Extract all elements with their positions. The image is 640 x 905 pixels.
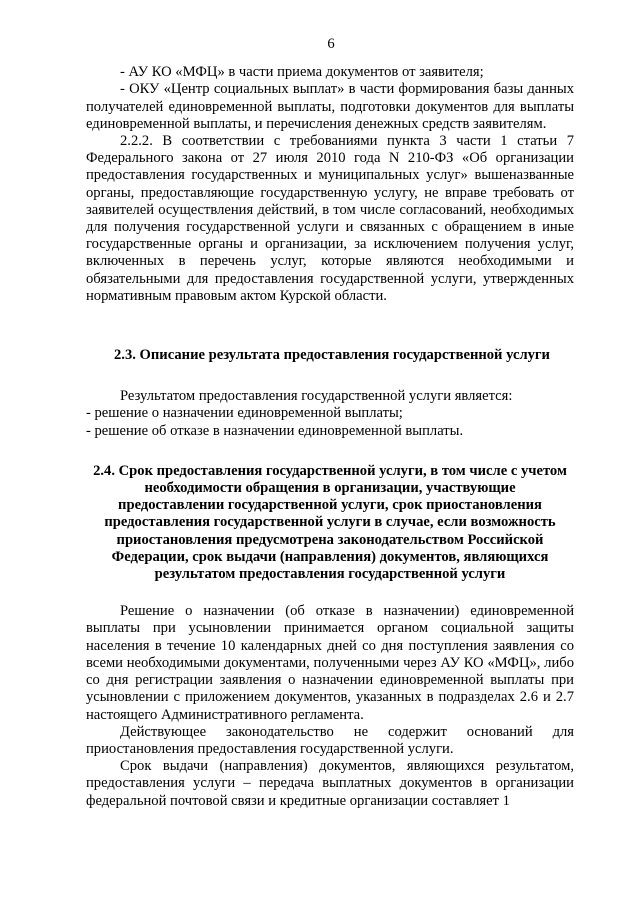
paragraph-decision-term: Решение о назначении (об отказе в назначении) единовременной выплаты при усыновлении принимается органом социальной защиты населения в течение 10 календарных дней со дня поступления заявления со всеми необходимыми документами, полученными через АУ КО «МФЦ», либо со дня регистрации заявления о назначении единовременной выплаты при усыновлении с приложением документов, указанных в подразделах 2.6 и 2.7 настоящего Административного регламента. (86, 603, 574, 723)
section-heading-2-4: 2.4. Срок предоставления государственной услуги, в том числе с учетом необходимости обращения в организации, участвующие предоставлении государственной услуги, срок приостановления предоставления государственной услуги в случае, если возможность приостановления предусмотрена законодательством Российской Федерации, срок выдачи (направления) документов, являющихся результатом предоставления государственной услуги (93, 462, 567, 583)
result-item-assignment: - решение о назначении единовременной выплаты; (86, 405, 403, 422)
page-number: 6 (327, 36, 335, 52)
result-intro-line: Результатом предоставления государственной услуги является: (120, 388, 513, 405)
result-list (86, 388, 574, 440)
section-2-4-body (86, 603, 574, 809)
paragraph-2-2-2: 2.2.2. В соответствии с требованиями пункта 3 части 1 статьи 7 Федерального закона от 27 июля 2010 года N 210-ФЗ «Об организации предоставления государственных и муниципальных услуг» вышеназванные органы, предоставляющие государственную услугу, не вправе требовать от заявителей осуществления действий, в том числе согласований, необходимых для получения государственной услуги и связанных с обращением в иные государственные органы и организации, за исключением получения услуг, включенных в перечень услуг, которые являются необходимыми и обязательными для предоставления государственной услуги, утвержденных нормативным правовым актом Курской области. (86, 133, 574, 304)
section-heading-2-3: 2.3. Описание результата предоставления государственной услуги (114, 347, 550, 364)
list-item-mfc: - АУ КО «МФЦ» в части приема документов от заявителя; (120, 64, 484, 81)
list-item-social-payments-center: - ОКУ «Центр социальных выплат» в части формирования базы данных получателей единовременной выплаты, подготовки документов для выплаты единовременной выплаты, и перечисления денежных средств заявителям. (86, 81, 574, 132)
paragraph-issuance-term: Срок выдачи (направления) документов, являющихся результатом, предоставления услуги – передача выплатных документов в организации федеральной почтовой связи и кредитные организации составляет 1 (86, 758, 574, 809)
paragraph-no-suspension: Действующее законодательство не содержит оснований для приостановления предоставления государственной услуги. (86, 723, 574, 757)
page-content (86, 36, 574, 810)
result-item-refusal: - решение об отказе в назначении единовременной выплаты. (86, 422, 464, 439)
